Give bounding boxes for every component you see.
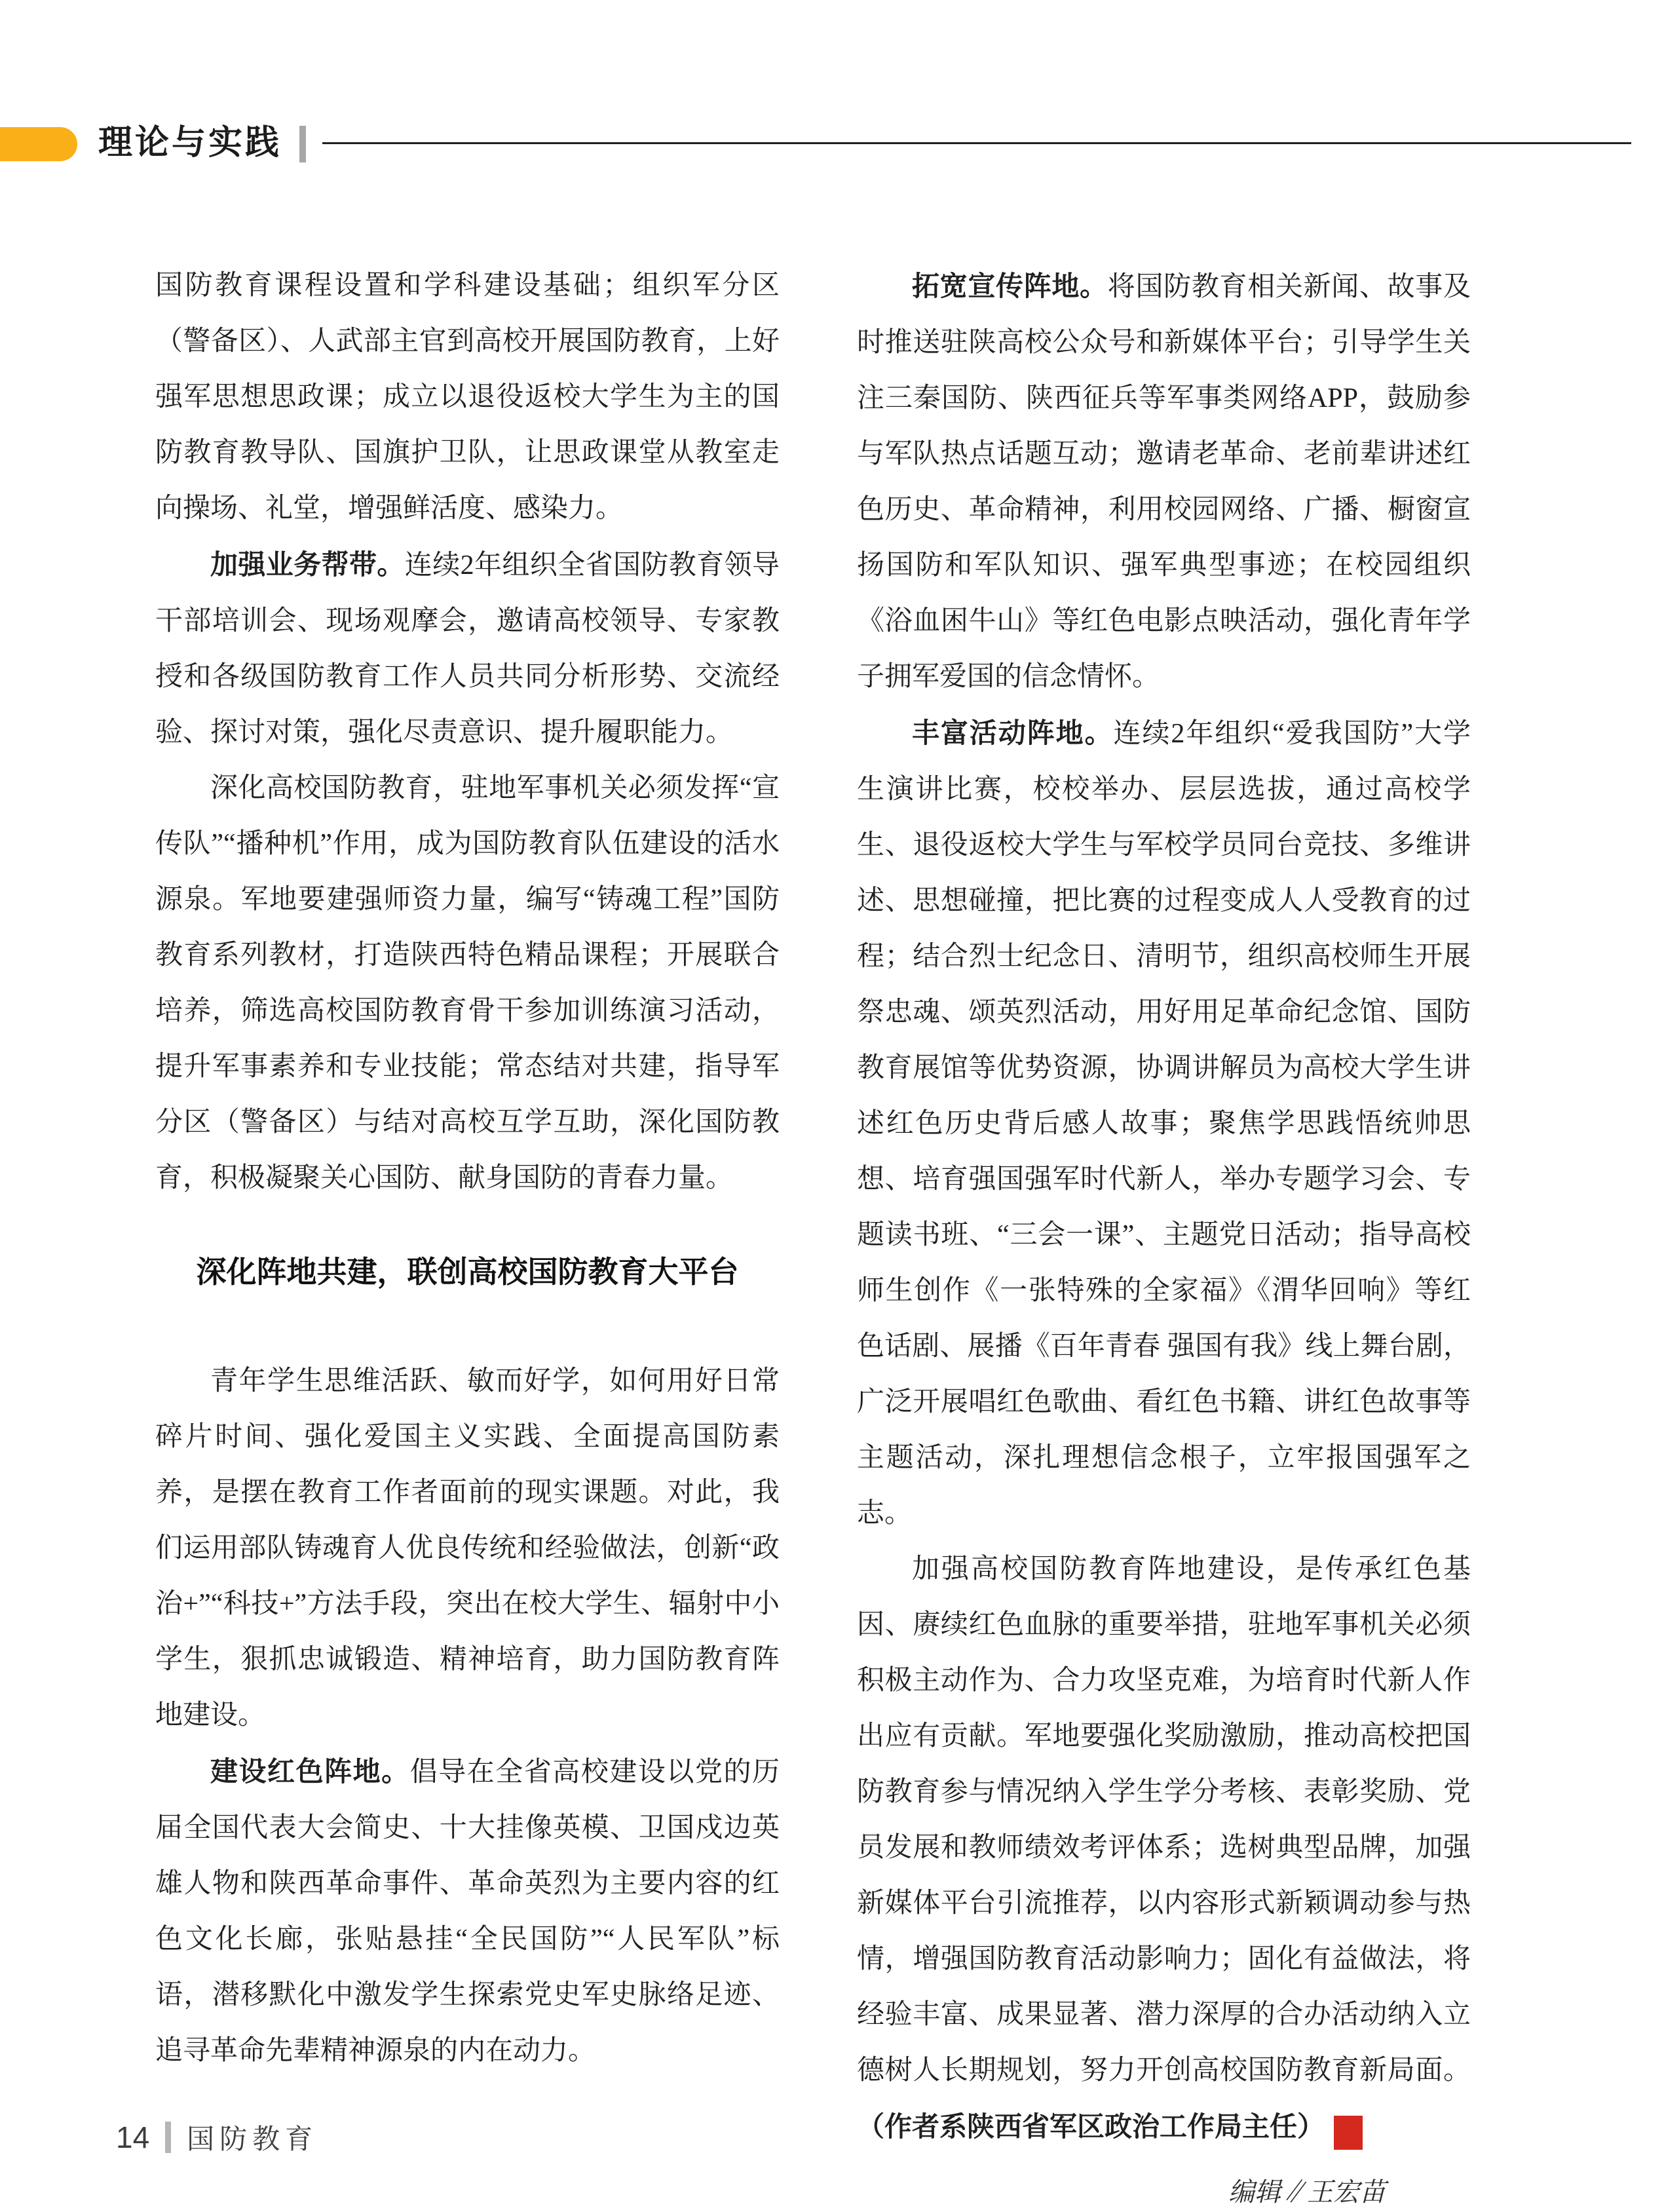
paragraph — [857, 1542, 1471, 2156]
author-note: （作者系陕西省军区政治工作局主任） — [857, 2111, 1325, 2142]
paragraph — [155, 1744, 780, 2079]
paragraph-lead: 建设红色阵地。 — [210, 1756, 410, 1787]
article-end-mark-icon: G — [1334, 2116, 1363, 2150]
publication-name: 国防教育 — [187, 2124, 318, 2154]
paragraph — [155, 537, 780, 761]
section-accent-tab — [0, 127, 77, 161]
paragraph-text: 青年学生思维活跃、敏而好学，如何用好日常碎片时间、强化爱国主义实践、全面提高国防素养，是摆在教育工作者面前的现实课题。对此，我们运用部队铸魂育人优良传统和经验做法，创新“政治+”“科技+”方法手段，突出在校大学生、辐射中小学生，狠抓忠诚锻造、精神培育，助力国防教育阵地建设。 — [155, 1366, 780, 1730]
paragraph-lead: 拓宽宣传阵地。 — [912, 271, 1108, 301]
paragraph-text: 连续2年组织全省国防教育领导干部培训会、现场观摩会，邀请高校领导、专家教授和各级国防教育工作人员共同分析形势、交流经验、探讨对策，强化尽责意识、提升履职能力。 — [155, 550, 780, 748]
paragraph — [857, 705, 1471, 1542]
paragraph-lead: 丰富活动阵地。 — [912, 717, 1114, 748]
paragraph-lead: 加强业务帮带。 — [210, 549, 405, 580]
article-right-column — [857, 258, 1471, 2212]
article-left-column — [155, 258, 780, 2079]
footer-divider-bar — [165, 2122, 171, 2153]
paragraph-text: 倡导在全省高校建设以党的历届全国代表大会简史、十大挂像英模、卫国戍边英雄人物和陕西革命事件、革命英烈为主要内容的红色文化长廊，张贴悬挂“全民国防”“人民军队”标语，潜移默化中激发学生探索党史军史脉络足迹、追寻革命先辈精神源泉的内在动力。 — [155, 1757, 780, 2066]
paragraph — [155, 761, 780, 1206]
paragraph-text: 国防教育课程设置和学科建设基础；组织军分区（警备区）、人武部主官到高校开展国防教育，上好强军思想思政课；成立以退役返校大学生为主的国防教育教导队、国旗护卫队，让思政课堂从教室走向操场、礼堂，增强鲜活度、感染力。 — [155, 271, 780, 524]
header-divider-bar — [299, 126, 306, 162]
editor-credit: 编辑∥王宏苗 — [1228, 2177, 1386, 2207]
section-heading: 深化阵地共建，联创高校国防教育大平台 — [196, 1255, 739, 1289]
section-label: 理论与实践 — [98, 124, 282, 162]
paragraph-text: 连续2年组织“爱我国防”大学生演讲比赛，校校举办、层层选拔，通过高校学生、退役返校大学生与军校学员同台竞技、多维讲述、思想碰撞，把比赛的过程变成人人受教育的过程；结合烈士纪念日、清明节，组织高校师生开展祭忠魂、颂英烈活动，用好用足革命纪念馆、国防教育展馆等优势资源，协调讲解员为高校大学生讲述红色历史背后感人故事；聚焦学思践悟统帅思想、培育强国强军时代新人，举办专题学习会、专题读书班、“三会一课”、主题党日活动；指导高校师生创作《一张特殊的全家福》《渭华回响》等红色话剧、展播《百年青春 强国有我》线上舞台剧，广泛开展唱红色歌曲、看红色书籍、讲红色故事等主题活动，深扎理想信念根子，立牢报国强军之志。 — [857, 719, 1471, 1529]
paragraph — [857, 258, 1471, 705]
page-footer — [116, 2118, 318, 2157]
paragraph — [155, 258, 780, 537]
page-number: 14 — [116, 2120, 150, 2154]
header-rule-line — [322, 142, 1631, 144]
paragraph-text: 深化高校国防教育，驻地军事机关必须发挥“宣传队”“播种机”作用，成为国防教育队伍建设的活水源泉。军地要建强师资力量，编写“铸魂工程”国防教育系列教材，打造陕西特色精品课程；开展联合培养，筛选高校国防教育骨干参加训练演习活动，提升军事素养和专业技能；常态结对共建，指导军分区（警备区）与结对高校互学互助，深化国防教育，积极凝聚关心国防、献身国防的青春力量。 — [155, 773, 780, 1193]
paragraph-text: 加强高校国防教育阵地建设，是传承红色基因、赓续红色血脉的重要举措，驻地军事机关必须积极主动作为、合力攻坚克难，为培育时代新人作出应有贡献。军地要强化奖励激励，推动高校把国防教育参与情况纳入学生学分考核、表彰奖励、党员发展和教师绩效考评体系；选树典型品牌，加强新媒体平台引流推荐，以内容形式新颖调动参与热情，增强国防教育活动影响力；固化有益做法，将经验丰富、成果显著、潜力深厚的合办活动纳入立德树人长期规划，努力开创高校国防教育新局面。 — [857, 1554, 1471, 2086]
paragraph — [155, 1354, 780, 1744]
paragraph-text: 将国防教育相关新闻、故事及时推送驻陕高校公众号和新媒体平台；引导学生关注三秦国防、陕西征兵等军事类网络APP，鼓励参与军队热点话题互动；邀请老革命、老前辈讲述红色历史、革命精神，利用校园网络、广播、橱窗宣扬国防和军队知识、强军典型事迹；在校园组织《浴血困牛山》等红色电影点映活动，强化青年学子拥军爱国的信念情怀。 — [857, 272, 1471, 692]
